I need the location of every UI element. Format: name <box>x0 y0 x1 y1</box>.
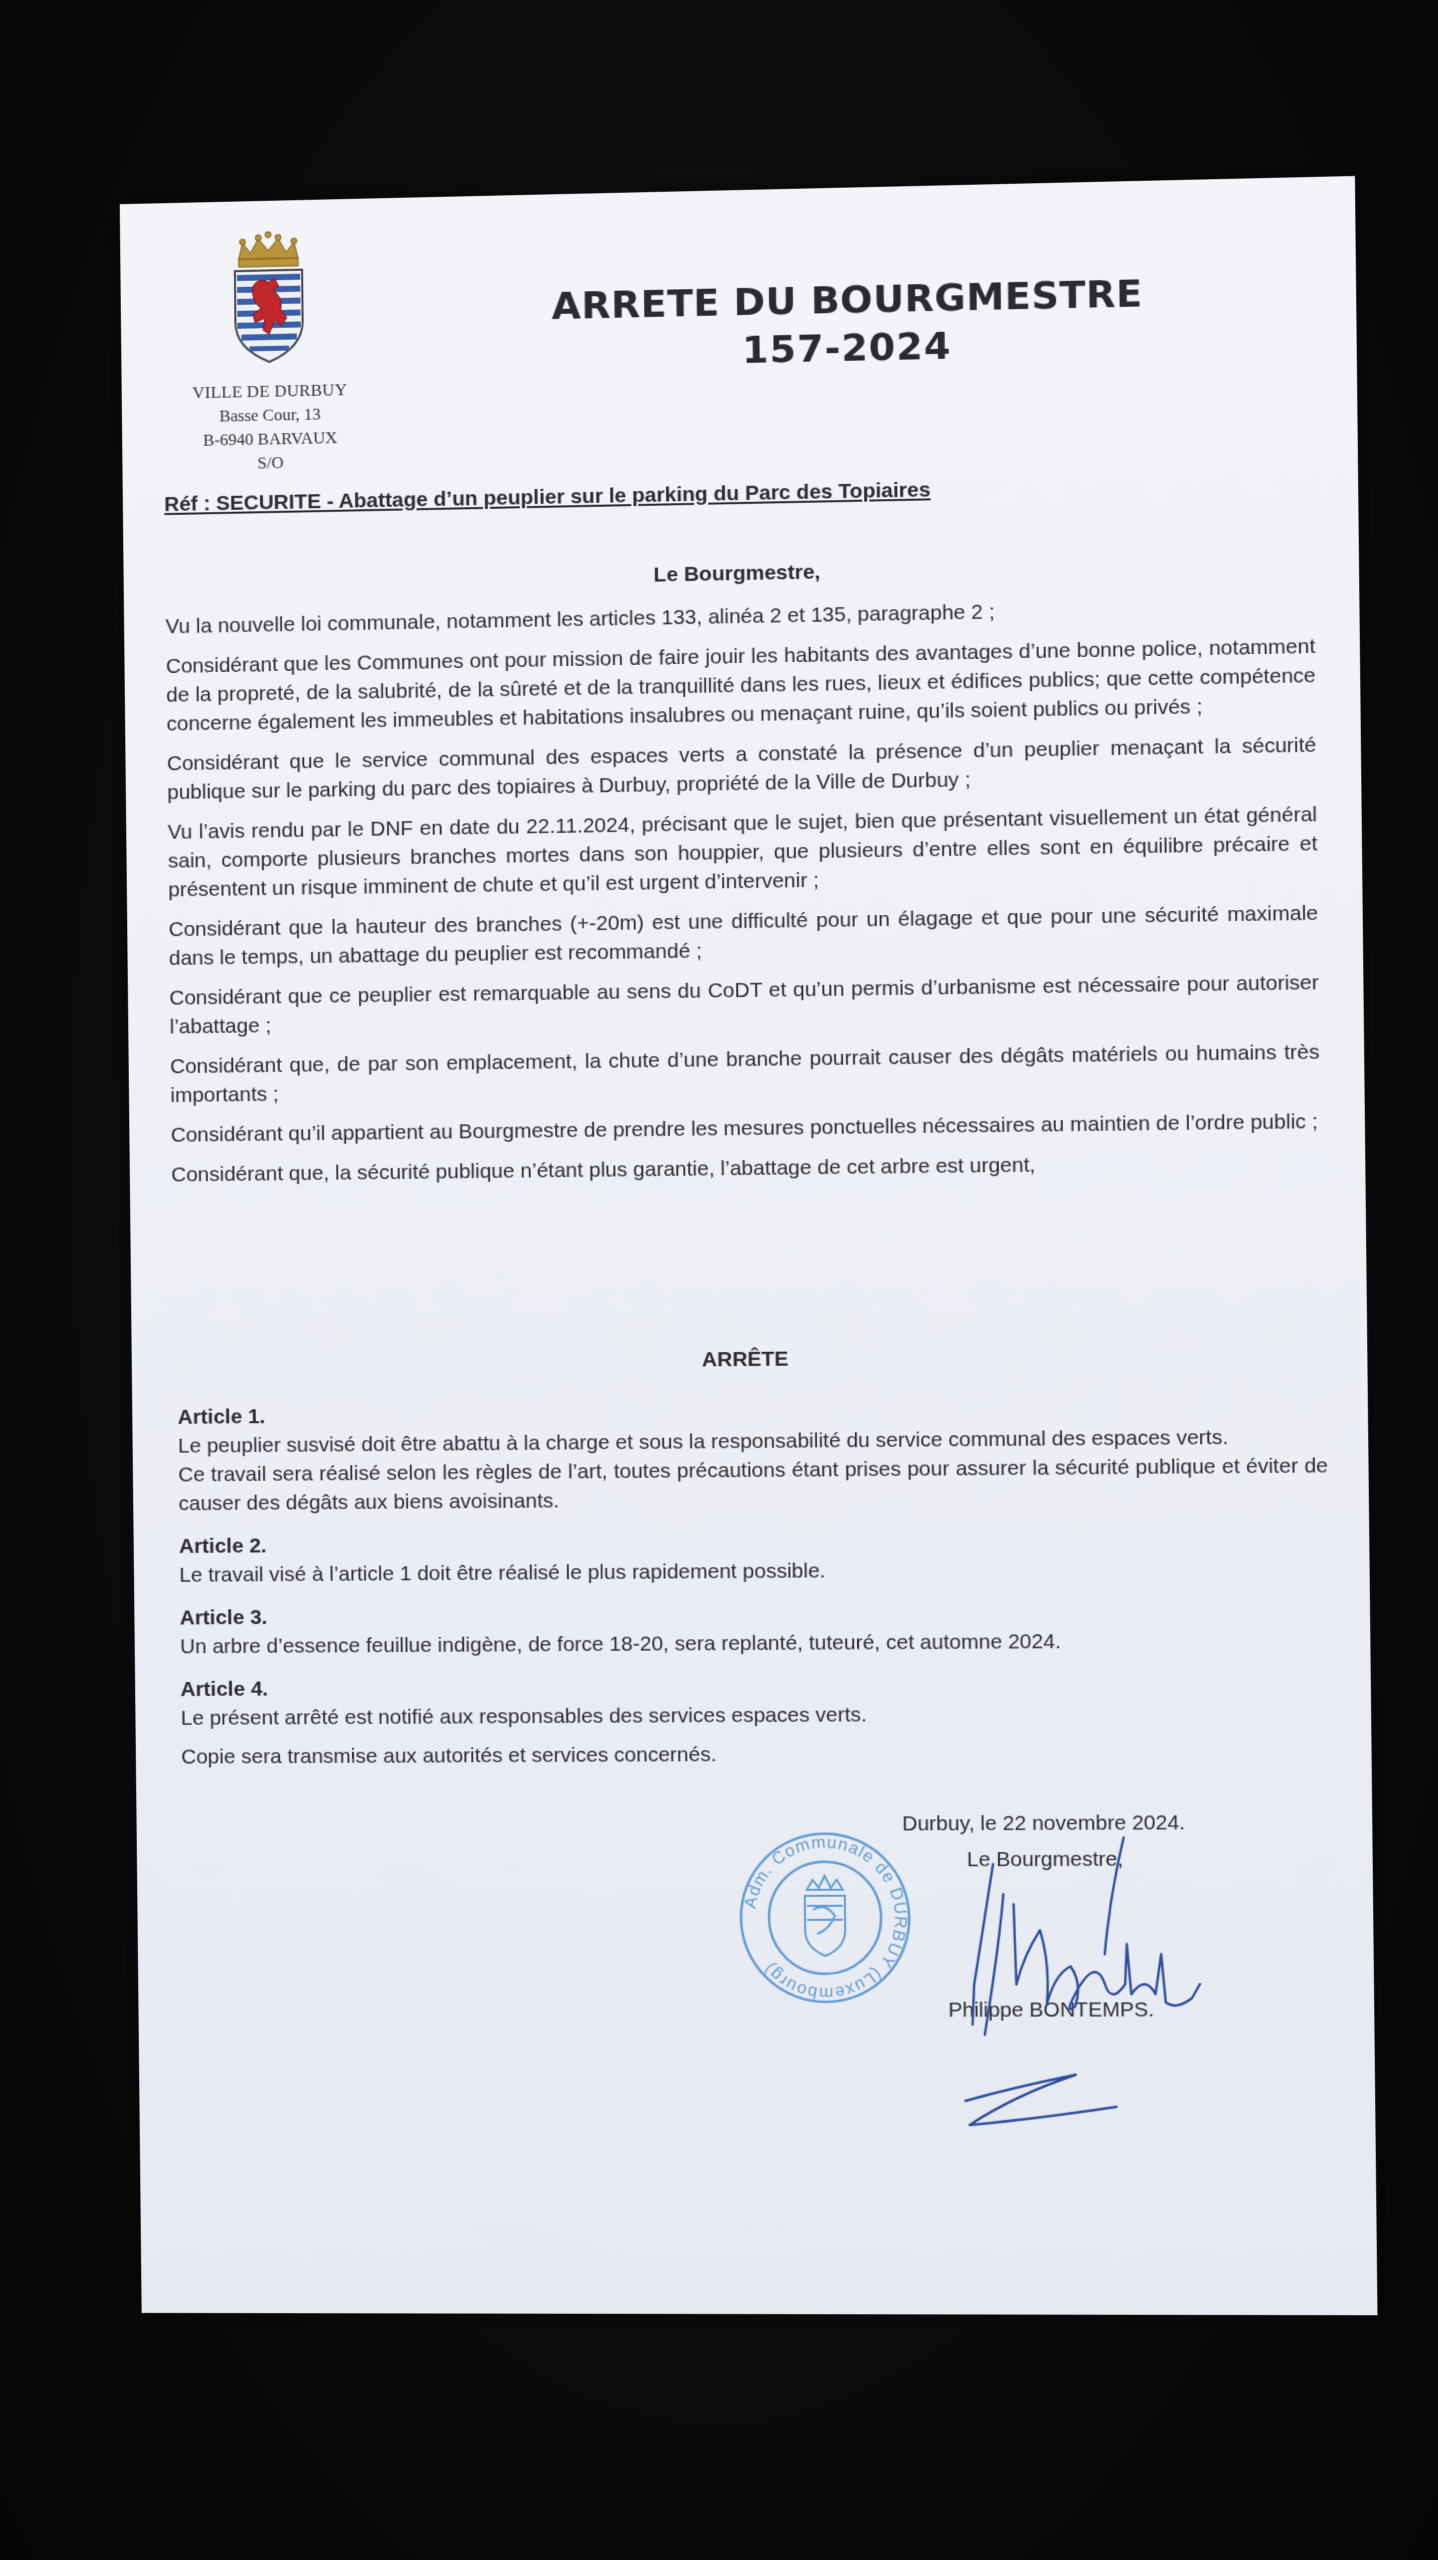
article-line: Le peuplier susvisé doit être abattu à la charge et sous la responsabilité du service communal des espaces verts. <box>177 1425 1229 1458</box>
considerant-paragraph: Considérant que, la sécurité publique n’étant plus garantie, l’abattage de cet arbre est urgent, <box>171 1153 1036 1187</box>
article-line: Un arbre d’essence feuillue indigène, de force 18-20, sera replanté, tuteuré, cet automne 2024. <box>179 1630 1061 1659</box>
article-title: Article 2. <box>178 1534 267 1558</box>
article-line: Le présent arrêté est notifié aux responsables des services espaces verts. <box>180 1703 867 1730</box>
copy-note: Copie sera transmise aux autorités et services concernés. <box>181 1743 717 1769</box>
considerant-paragraph: Considérant que, de par son emplacement, la chute d’une branche pourrait causer des dégâts matériels ou humains très importants ; <box>169 1040 1320 1108</box>
considerant-paragraph: Considérant que les Communes ont pour mission de faire jouir les habitants des avantages d’une bonne police, notamment de la propreté, de la salubrité, de la sûreté et de la tranquillité dans les rues, lieux et édifices publics; que cette compétence concerne également les immeubles et habitations insalubres ou menaçant ruine, qu’ils soient publics ou privés ; <box>165 634 1316 736</box>
article-title: Article 1. <box>177 1405 266 1429</box>
title-line-2: 157-2024 <box>741 323 952 372</box>
document-title <box>536 269 1158 378</box>
municipal-stamp-icon <box>736 1829 914 2006</box>
considerant-paragraph: Considérant que ce peuplier est remarquable au sens du CoDT et qu’un permis d’urbanisme est nécessaire pour autoriser l’abattage ; <box>169 971 1319 1039</box>
date-place: Durbuy, le 22 novembre 2024. <box>902 1811 1186 1836</box>
signature-block <box>902 1808 1265 2022</box>
considerant-paragraph: Vu l’avis rendu par le DNF en date du 22.11.2024, précisant que le sujet, bien que présentant visuellement un état général sain, comporte plusieurs branches mortes dans son houppier, que plusieurs d’entre elles sont en équilibre précaire et présentent un risque imminent de chute et qu’il est urgent d’intervenir ; <box>167 803 1318 902</box>
document-sheet <box>120 176 1378 2315</box>
considerant-paragraph: Considérant que la hauteur des branches (+-20m) est une difficulté pour un élagage et que pour une sécurité maximale dans le temps, un abattage du peuplier est recommandé ; <box>168 901 1319 970</box>
reference-line: Réf : SECURITE - Abattage d’un peuplier sur le parking du Parc des Topiaires <box>164 478 931 517</box>
article-title: Article 3. <box>179 1606 268 1630</box>
address-line-2: B-6940 BARVAUX S/O <box>203 428 338 473</box>
city-name: VILLE DE DURBUY <box>192 380 348 403</box>
address-line-1: Basse Cour, 13 <box>219 404 321 426</box>
coat-of-arms-icon <box>229 230 310 371</box>
considerant-paragraph: Considérant qu’il appartient au Bourgmestre de prendre les mesures ponctuelles nécessaires au maintien de l’ordre public ; <box>170 1110 1318 1147</box>
handwritten-signature <box>953 1833 1299 2145</box>
article-line: Ce travail sera réalisé selon les règles de l’art, toutes précautions étant prises pour assurer la sécurité publique et éviter de causer des dégâts aux biens avoisinants. <box>178 1454 1329 1516</box>
articles-section <box>178 1393 1332 1772</box>
decision-heading: ARRÊTE <box>701 1347 789 1372</box>
considerants-section <box>165 592 1321 1201</box>
signer-role: Le Bourgmestre, <box>966 1847 1124 1872</box>
stamp-text: Adm. Communale de DURBUY (Luxembourg) <box>740 1832 911 2003</box>
article-line: Le travail visé à l’article 1 doit être réalisé le plus rapidement possible. <box>179 1559 826 1587</box>
considerant-paragraph: Vu la nouvelle loi communale, notamment les articles 133, alinéa 2 et 135, paragraphe 2 ; <box>165 600 995 639</box>
signer-name: Philippe BONTEMPS. <box>948 1998 1155 2022</box>
article-title: Article 4. <box>180 1677 269 1702</box>
title-line-1: ARRETE DU BOURGMESTRE <box>551 271 1143 329</box>
municipal-crest-block <box>189 229 350 477</box>
salutation: Le Bourgmestre, <box>653 560 821 587</box>
considerant-paragraph: Considérant que le service communal des espaces verts a constaté la présence d’un peuplier menaçant la sécurité publique sur le parking du parc des topiaires à Durbuy, propriété de la Ville de Durbuy ; <box>166 733 1317 805</box>
